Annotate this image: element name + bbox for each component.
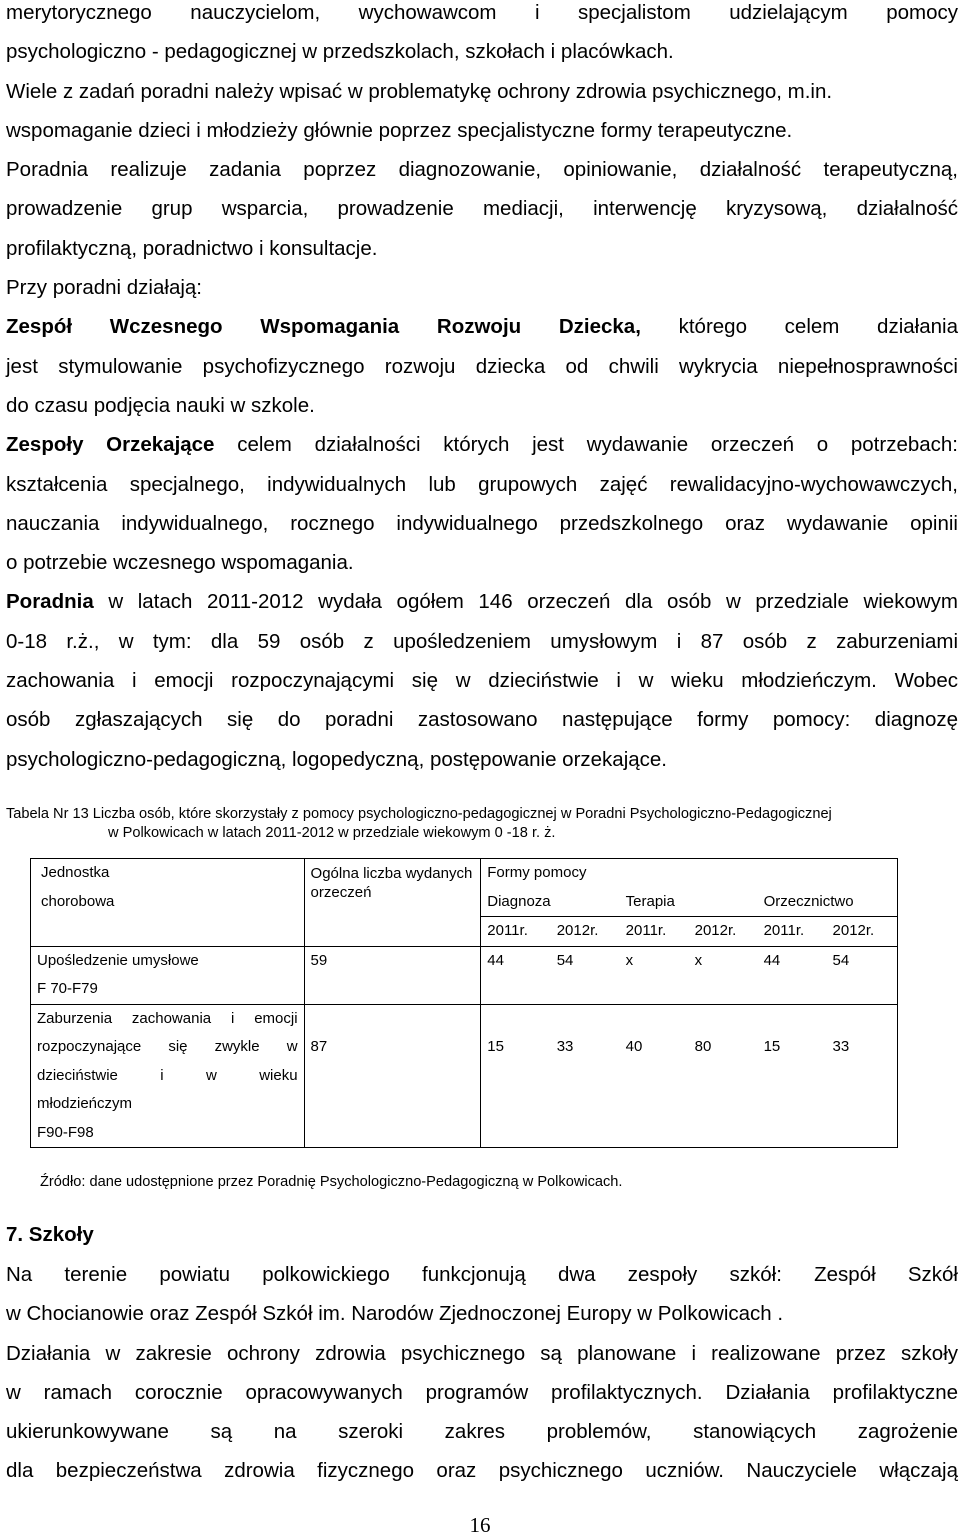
- header-forms: Formy pomocy: [481, 859, 898, 888]
- text-line: Działania w zakresie ochrony zdrowia psychicznego są planowane i realizowane przez szkoły: [6, 1341, 958, 1365]
- text-line: psychologiczno - pedagogicznej w przedszkolach, szkołach i placówkach.: [6, 40, 674, 64]
- year-cell: 2011r.: [620, 917, 689, 947]
- table-header-row: [31, 859, 898, 888]
- value-cell: 54: [827, 946, 898, 1004]
- text-line: psychologiczno-pedagogiczną, logopedyczną, postępowanie orzekające.: [6, 747, 667, 771]
- text-line: [6, 425, 958, 464]
- value-cell: 33: [827, 1004, 898, 1148]
- text-line: Poradnia realizuje zadania poprzez diagnozowanie, opiniowanie, działalność terapeutyczną,: [6, 158, 958, 182]
- page-number: 16: [469, 1513, 491, 1537]
- text-line: [6, 307, 958, 346]
- value-cell: 15: [758, 1004, 827, 1148]
- value-cell: 54: [551, 946, 620, 1004]
- bold-term: Zespoły Orzekające: [6, 433, 215, 457]
- text-run: w latach 2011-2012 wydała ogółem 146 orzeczeń dla osób w przedziale wiekowym: [93, 590, 958, 614]
- table-row: [31, 1004, 898, 1148]
- text-line: ukierunkowywane są na szeroki zakres problemów, stanowiących zagrożenie: [6, 1420, 958, 1444]
- text-line: Na terenie powiatu polkowickiego funkcjonują dwa zespoły szkół: Zespół Szkół: [6, 1263, 958, 1286]
- year-cell: 2011r.: [481, 917, 551, 947]
- value-cell: 33: [551, 1004, 620, 1148]
- table-source: Źródło: dane udostępnione przez Poradnię Psychologiczno-Pedagogiczną w Polkowicach.: [40, 1174, 623, 1190]
- text-line: Przy poradni działają:: [6, 276, 202, 300]
- unit-text: młodzieńczym: [37, 1095, 133, 1112]
- value-cell: x: [620, 946, 689, 1004]
- text-line: do czasu podjęcia nauki w szkole.: [6, 393, 315, 417]
- bold-term: Zespół Wczesnego Wspomagania Rozwoju Dziecka,: [6, 315, 641, 339]
- text-line: jest stymulowanie psychofizycznego rozwoju dziecka od chwili wykrycia niepełnosprawności: [6, 354, 958, 378]
- document-body: [6, 0, 958, 779]
- table-row: [31, 946, 898, 1004]
- header-total: [304, 859, 481, 947]
- header-text: Jednostka: [41, 864, 110, 881]
- text-line: profilaktyczną, poradnictwo i konsultacje.: [6, 236, 378, 260]
- year-cell: 2012r.: [551, 917, 620, 947]
- unit-text: F90-F98: [37, 1123, 94, 1141]
- text-line: merytorycznego nauczycielom, wychowawcom i specjalistom udzielającym pomocy: [6, 1, 958, 24]
- section-body: [6, 1255, 958, 1491]
- unit-text: rozpoczynające się zwykle w: [37, 1038, 298, 1055]
- text-line: zachowania i emocji rozpoczynającymi się w dzieciństwie i w wieku młodzieńczym. Wobec: [6, 669, 958, 693]
- text-line: w ramach corocznie opracowywanych programów profilaktycznych. Działania profilaktyczne: [6, 1380, 958, 1404]
- header-orzecznictwo: Orzecznictwo: [758, 888, 898, 917]
- text-line: 0-18 r.ż., w tym: dla 59 osób z upośledzeniem umysłowym i 87 osób z zaburzeniami: [6, 629, 958, 653]
- caption-line: w Polkowicach w latach 2011-2012 w przedziale wiekowym 0 -18 r. ż.: [108, 825, 556, 841]
- text-line: osób zgłaszających się do poradni zastosowano następujące formy pomocy: diagnozę: [6, 708, 958, 732]
- total-cell: 59: [304, 946, 481, 1004]
- text-line: nauczania indywidualnego, rocznego indywidualnego przedszkolnego oraz wydawanie opinii: [6, 511, 958, 535]
- text-line: dla bezpieczeństwa zdrowia fizycznego oraz psychicznego uczniów. Nauczyciele włączają: [6, 1459, 958, 1483]
- text-run: którego celem działania: [640, 315, 958, 339]
- header-diagnosis: Diagnoza: [481, 888, 620, 917]
- unit-text: F 70-F79: [37, 980, 98, 997]
- table-caption: [6, 805, 958, 843]
- value-cell: 15: [481, 1004, 551, 1148]
- text-run: celem działalności których jest wydawanie orzeczeń o potrzebach:: [214, 433, 958, 457]
- year-cell: 2012r.: [689, 917, 758, 947]
- unit-text: Zaburzenia zachowania i emocji: [37, 1009, 298, 1027]
- header-text: chorobowa: [41, 892, 115, 910]
- year-cell: 2011r.: [758, 917, 827, 947]
- unit-text: Upośledzenie umysłowe: [37, 951, 199, 969]
- text-line: [6, 582, 958, 621]
- bold-term: Poradnia: [6, 590, 94, 614]
- unit-text: dzieciństwie i w wieku: [37, 1066, 298, 1084]
- value-cell: 44: [481, 946, 551, 1004]
- value-cell: 80: [689, 1004, 758, 1148]
- text-line: prowadzenie grup wsparcia, prowadzenie mediacji, interwencję kryzysową, działalność: [6, 197, 958, 221]
- value-cell: 44: [758, 946, 827, 1004]
- header-therapy: Terapia: [620, 888, 758, 917]
- data-table: [30, 858, 898, 1148]
- text-line: kształcenia specjalnego, indywidualnych lub grupowych zajęć rewalidacyjno-wychowawczych,: [6, 472, 958, 496]
- text-line: w Chocianowie oraz Zespół Szkół im. Narodów Zjednoczonej Europy w Polkowicach .: [6, 1302, 784, 1326]
- value-cell: 40: [620, 1004, 689, 1148]
- section-heading: 7. Szkoły: [6, 1223, 94, 1246]
- text-line: Wiele z zadań poradni należy wpisać w problematykę ochrony zdrowia psychicznego, m.in.: [6, 79, 833, 103]
- unit-cell: [31, 1004, 305, 1148]
- header-unit: [31, 859, 305, 947]
- text-line: wspomaganie dzieci i młodzieży głównie poprzez specjalistyczne formy terapeutyczne.: [6, 118, 793, 142]
- text-line: o potrzebie wczesnego wspomagania.: [6, 551, 354, 575]
- value-cell: x: [689, 946, 758, 1004]
- header-text: Ogólna liczba wydanych orzeczeń: [310, 865, 473, 901]
- caption-line: Tabela Nr 13 Liczba osób, które skorzystały z pomocy psychologiczno-pedagogicznej w Poradni Psychologiczno-Pedagogicznej: [6, 806, 832, 822]
- total-cell: 87: [304, 1004, 481, 1148]
- unit-cell: [31, 946, 305, 1004]
- year-cell: 2012r.: [827, 917, 898, 947]
